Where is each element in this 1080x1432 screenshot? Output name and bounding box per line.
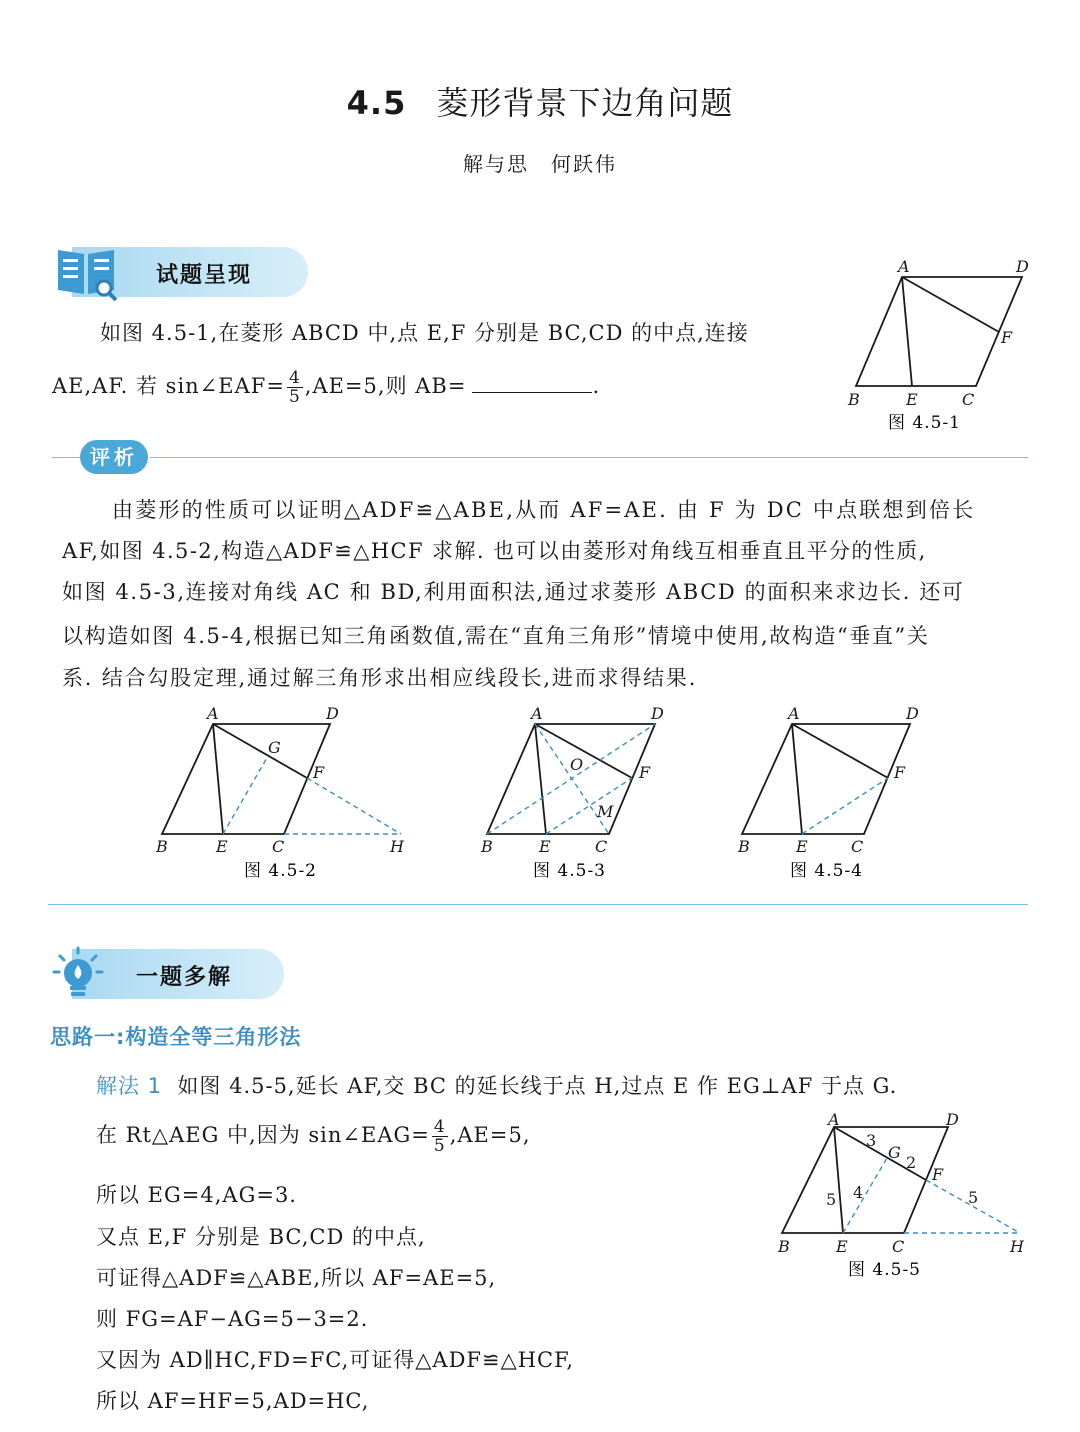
solution-line: 所以 EG=4,AG=3. xyxy=(96,1183,297,1207)
section-number: 4.5 xyxy=(346,84,407,122)
analysis-divider-right xyxy=(150,457,1028,458)
f5-label: E xyxy=(836,1237,848,1256)
problem-line-2 xyxy=(52,366,600,407)
solution-line: 所以 AF=HF=5,AD=HC, xyxy=(96,1389,370,1413)
problem-line-end: . xyxy=(592,374,601,398)
problem-banner-label: 试题呈现 xyxy=(156,263,253,288)
analysis-badge: 评析 xyxy=(80,440,148,474)
author-line: 解与思 何跃伟 xyxy=(463,152,617,176)
section-divider xyxy=(48,904,1028,905)
f4-label: E xyxy=(796,837,808,856)
f1-label: C xyxy=(962,390,975,409)
lightbulb-icon xyxy=(52,946,114,1002)
answer-blank xyxy=(472,374,592,393)
f1-label: D xyxy=(1016,257,1029,276)
book-icon xyxy=(52,244,122,304)
f3-label: F xyxy=(639,763,651,782)
f5-label: B xyxy=(778,1237,790,1256)
f3-label: A xyxy=(531,704,543,723)
solution-line: 又点 E,F 分别是 BC,CD 的中点, xyxy=(96,1225,426,1249)
f2-label: C xyxy=(272,837,285,856)
multi-solution-banner-label: 一题多解 xyxy=(136,965,233,990)
f1-label: F xyxy=(1001,328,1013,347)
section-title: 菱形背景下边角问题 xyxy=(436,84,734,122)
f1-label: A xyxy=(898,257,910,276)
f3-label: O xyxy=(570,755,584,774)
multi-solution-banner xyxy=(52,946,284,1002)
f5-length-label: 5 xyxy=(968,1188,979,1207)
f4-label: A xyxy=(788,704,800,723)
frac-denominator: 5 xyxy=(433,1136,446,1156)
f2-label: B xyxy=(156,837,168,856)
problem-line-2b: ,AE=5,则 AB= xyxy=(304,374,467,398)
frac-numerator: 4 xyxy=(288,368,301,388)
analysis-divider-left xyxy=(52,457,82,458)
solution-1-line-1 xyxy=(96,1070,897,1100)
f1-label: B xyxy=(848,390,860,409)
idea-1-heading: 思路一:构造全等三角形法 xyxy=(50,1025,302,1049)
f5-label: A xyxy=(828,1110,840,1129)
f2-caption: 图 4.5-2 xyxy=(244,861,317,881)
f5-label: G xyxy=(888,1143,901,1162)
f3-label: E xyxy=(539,837,551,856)
fraction-4-5-b xyxy=(432,1118,448,1155)
analysis-line: AF,如图 4.5-2,构造△ADF≌△HCF 求解. 也可以由菱形对角线互相垂直且平分的性质, xyxy=(62,539,927,563)
f5-length-label: 3 xyxy=(866,1131,877,1150)
solution-line: 则 FG=AF−AG=5−3=2. xyxy=(96,1307,369,1331)
f1-caption: 图 4.5-1 xyxy=(888,413,961,433)
solution-line-2a: 在 Rt△AEG 中,因为 sin∠EAG= xyxy=(96,1123,430,1147)
f5-length-label: 2 xyxy=(906,1153,917,1172)
f5-label: F xyxy=(932,1165,944,1184)
f3-label: M xyxy=(597,802,614,821)
analysis-line: 由菱形的性质可以证明△ADF≌△ABE,从而 AF=AE. 由 F 为 DC 中点联想到倍长 xyxy=(112,498,976,522)
solution-1-text: 如图 4.5-5,延长 AF,交 BC 的延长线于点 H,过点 E 作 EG⊥AF 于点 G. xyxy=(177,1074,898,1098)
figure-4-5-5 xyxy=(770,1105,1040,1295)
solution-1-label: 解法 1 xyxy=(96,1074,163,1098)
f3-label: B xyxy=(481,837,493,856)
frac-numerator: 4 xyxy=(433,1117,446,1137)
f5-label: H xyxy=(1010,1237,1024,1256)
analysis-line: 以构造如图 4.5-4,根据已知三角函数值,需在“直角三角形”情境中使用,故构造“垂直”关 xyxy=(62,624,930,648)
f5-length-label: 4 xyxy=(853,1183,864,1202)
problem-line-2a: AE,AF. 若 sin∠EAF= xyxy=(52,374,285,398)
page-title xyxy=(0,78,1080,124)
frac-denominator: 5 xyxy=(288,387,301,407)
f3-label: D xyxy=(651,704,664,723)
f5-caption: 图 4.5-5 xyxy=(848,1260,921,1280)
f4-label: F xyxy=(894,763,906,782)
f2-label: E xyxy=(216,837,228,856)
figure-4-5-3 xyxy=(475,700,685,890)
f2-label: H xyxy=(390,837,404,856)
f5-label: C xyxy=(892,1237,905,1256)
solution-line: 可证得△ADF≌△ABE,所以 AF=AE=5, xyxy=(96,1266,497,1290)
f1-label: E xyxy=(906,390,918,409)
figure-4-5-4 xyxy=(730,700,940,890)
f4-label: D xyxy=(906,704,919,723)
f5-label: D xyxy=(946,1110,959,1129)
f2-label: A xyxy=(207,704,219,723)
f5-length-label: 5 xyxy=(826,1190,837,1209)
figure-4-5-1 xyxy=(840,255,1040,440)
f2-label: F xyxy=(313,763,325,782)
analysis-line: 如图 4.5-3,连接对角线 AC 和 BD,利用面积法,通过求菱形 ABCD 的面积来求边长. 还可 xyxy=(62,580,965,604)
f3-caption: 图 4.5-3 xyxy=(533,861,606,881)
analysis-line: 系. 结合勾股定理,通过解三角形求出相应线段长,进而求得结果. xyxy=(62,666,698,690)
f4-label: B xyxy=(738,837,750,856)
solution-line-2 xyxy=(96,1118,531,1155)
fraction-4-5 xyxy=(287,369,303,406)
f2-label: D xyxy=(326,704,339,723)
f3-label: C xyxy=(595,837,608,856)
problem-banner xyxy=(52,244,308,300)
f2-label: G xyxy=(268,738,281,757)
problem-line-1: 如图 4.5-1,在菱形 ABCD 中,点 E,F 分别是 BC,CD 的中点,连接 xyxy=(100,321,749,345)
f4-label: C xyxy=(851,837,864,856)
solution-line-2b: ,AE=5, xyxy=(449,1123,531,1147)
f4-caption: 图 4.5-4 xyxy=(790,861,863,881)
figure-4-5-2 xyxy=(150,700,420,890)
solution-line: 又因为 AD∥HC,FD=FC,可证得△ADF≌△HCF, xyxy=(96,1348,575,1372)
